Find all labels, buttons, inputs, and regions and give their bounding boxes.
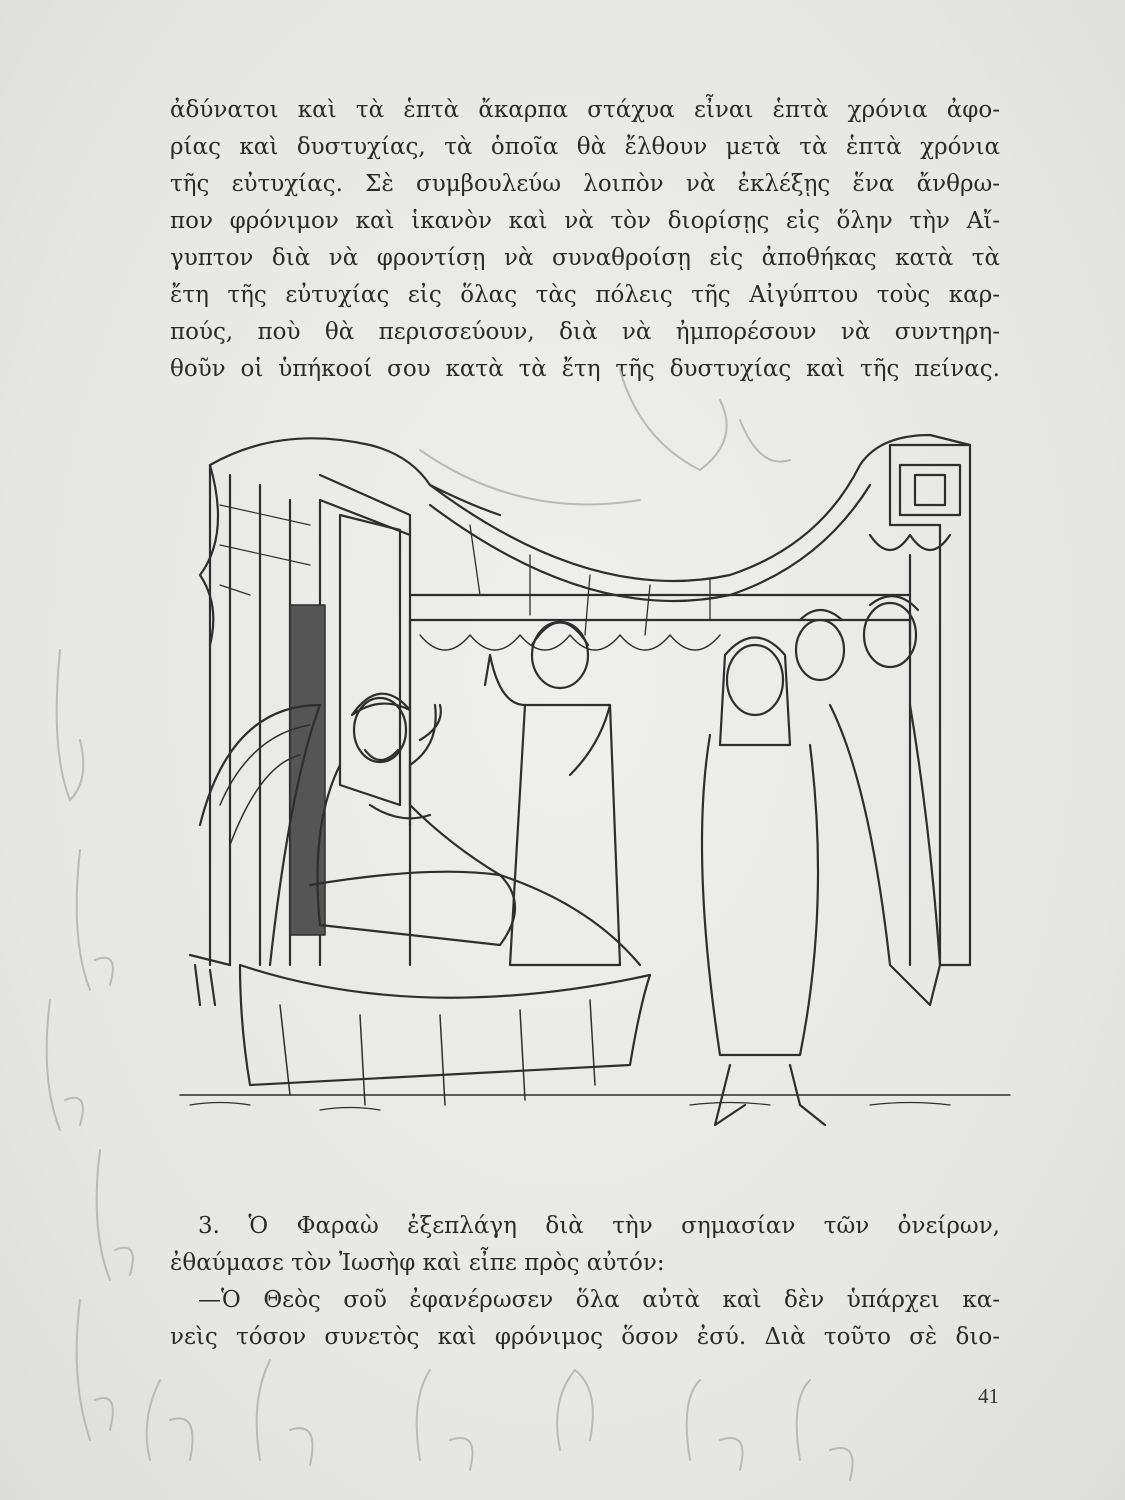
text-line: θοῦν οἱ ὑπήκοοί σου κατὰ τὰ ἔτη τῆς δυστυχίας καὶ τῆς πείνας. — [170, 356, 1000, 382]
text-line: γυπτον διὰ νὰ φροντίσῃ νὰ συναθροίσῃ εἰς ἀποθήκας κατὰ τὰ — [170, 245, 1000, 271]
text-line: πον φρόνιμον καὶ ἱκανὸν καὶ νὰ τὸν διορίσῃς εἰς ὅλην τὴν Αἴ- — [170, 208, 1000, 234]
floor — [180, 1095, 1010, 1110]
pharaoh-joseph-illustration — [170, 405, 1020, 1185]
text-line: τῆς εὐτυχίας. Σὲ συμβουλεύω λοιπὸν νὰ ἐκλέξῃς ἕνα ἄνθρω- — [170, 171, 1000, 197]
text-line: ἐθαύμασε τὸν Ἰωσὴφ καὶ εἶπε πρὸς αὐτόν: — [170, 1250, 665, 1276]
paragraph-top — [170, 92, 1000, 388]
paragraph-bottom — [170, 1208, 1000, 1356]
back-wall — [410, 595, 910, 965]
joseph-figure — [485, 622, 620, 965]
text-line: ρίας καὶ δυστυχίας, τὰ ὁποῖα θὰ ἔλθουν μετὰ τὰ ἑπτὰ χρόνια — [170, 134, 1000, 160]
page-number: 41 — [978, 1384, 999, 1408]
left-building — [200, 438, 500, 965]
text-line: 3. Ὁ Φαραὼ ἐξεπλάγη διὰ τὴν σημασίαν τῶν ὀνείρων, — [198, 1213, 1000, 1239]
text-line: ἔτη τῆς εὐτυχίας εἰς ὅλας τὰς πόλεις τῆς Αἰγύπτου τοὺς καρ- — [170, 282, 1000, 308]
right-column — [870, 445, 970, 965]
pharaoh-figure — [318, 694, 516, 945]
text-line: νεὶς τόσον συνετὸς καὶ φρόνιμος ὅσον ἐσύ. Διὰ τοῦτο σὲ διο- — [170, 1324, 1000, 1350]
text-line: ἀδύνατοι καὶ τὰ ἑπτὰ ἄκαρπα στάχυα εἶναι ἑπτὰ χρόνια ἀφο- — [170, 97, 1000, 123]
text-line: —Ὁ Θεὸς σοῦ ἐφανέρωσεν ὅλα αὐτὰ καὶ δὲν ὑπάρχει κα- — [198, 1287, 1000, 1313]
text-line: πούς, ποὺ θὰ περισσεύουν, διὰ νὰ ἠμπορέσουν νὰ συντηρη- — [170, 319, 1000, 345]
courtiers-group — [702, 596, 940, 1125]
